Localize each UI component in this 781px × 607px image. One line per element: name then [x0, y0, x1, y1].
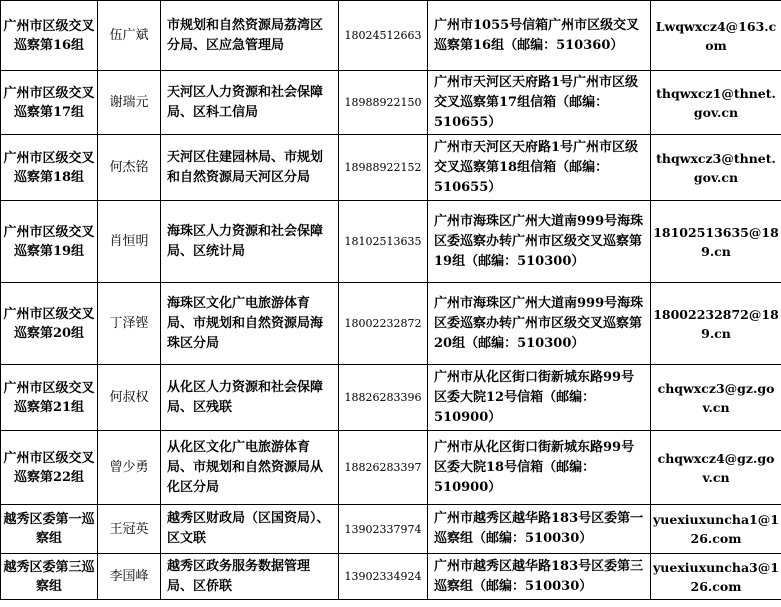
leader-name-cell: 丁泽铿 — [98, 283, 161, 365]
email-cell: chqwxcz3@gz.gov.cn — [651, 365, 781, 431]
table-row — [1, 201, 781, 283]
leader-name-cell: 曾少勇 — [98, 431, 161, 505]
address-cell: 广州市海珠区广州大道南999号海珠区委巡察办转广州市区级交叉巡察第20组（邮编：510300） — [428, 283, 651, 365]
address-cell: 广州市天河区天府路1号广州市区级交叉巡察第18组信箱（邮编：510655） — [428, 135, 651, 201]
email-cell: chqwxcz4@gz.gov.cn — [651, 431, 781, 505]
email-cell: Lwqwxcz4@163.com — [651, 1, 781, 71]
group-cell: 越秀区委第三巡察组 — [1, 554, 98, 600]
inspected-units-cell: 海珠区人力资源和社会保障局、区统计局 — [161, 201, 339, 283]
group-cell: 广州市区级交叉巡察第17组 — [1, 71, 98, 135]
inspected-units-cell: 越秀区财政局（区国资局）、区文联 — [161, 505, 339, 554]
email-cell: 18002232872@189.cn — [651, 283, 781, 365]
leader-name-cell: 谢瑞元 — [98, 71, 161, 135]
phone-cell: 18002232872 — [339, 283, 428, 365]
table-row — [1, 135, 781, 201]
leader-name-cell: 李国峰 — [98, 554, 161, 600]
group-cell: 广州市区级交叉巡察第22组 — [1, 431, 98, 505]
table-row — [1, 1, 781, 71]
table-row — [1, 431, 781, 505]
address-cell: 广州市天河区天府路1号广州市区级交叉巡察第17组信箱（邮编：510655） — [428, 71, 651, 135]
inspected-units-cell: 越秀区政务服务数据管理局、区侨联 — [161, 554, 339, 600]
address-cell: 广州市从化区街口街新城东路99号区委大院18号信箱（邮编：510900） — [428, 431, 651, 505]
table-row — [1, 283, 781, 365]
group-cell: 广州市区级交叉巡察第19组 — [1, 201, 98, 283]
email-cell: 18102513635@189.cn — [651, 201, 781, 283]
group-cell: 广州市区级交叉巡察第21组 — [1, 365, 98, 431]
group-cell: 广州市区级交叉巡察第16组 — [1, 1, 98, 71]
phone-cell: 18826283397 — [339, 431, 428, 505]
phone-cell: 13902337974 — [339, 505, 428, 554]
email-cell: yuexiuxuncha3@126.com — [651, 554, 781, 600]
email-cell: thqwxcz3@thnet.gov.cn — [651, 135, 781, 201]
leader-name-cell: 何叔权 — [98, 365, 161, 431]
address-cell: 广州市从化区街口街新城东路99号区委大院12号信箱（邮编：510900） — [428, 365, 651, 431]
phone-cell: 13902334924 — [339, 554, 428, 600]
phone-cell: 18024512663 — [339, 1, 428, 71]
table-row — [1, 71, 781, 135]
email-cell: yuexiuxuncha1@126.com — [651, 505, 781, 554]
table-row — [1, 365, 781, 431]
leader-name-cell: 肖恒明 — [98, 201, 161, 283]
inspected-units-cell: 天河区人力资源和社会保障局、区科工信局 — [161, 71, 339, 135]
leader-name-cell: 王冠英 — [98, 505, 161, 554]
inspected-units-cell: 从化区文化广电旅游体育局、市规划和自然资源局从化区分局 — [161, 431, 339, 505]
inspected-units-cell: 市规划和自然资源局荔湾区分局、区应急管理局 — [161, 1, 339, 71]
table-row — [1, 554, 781, 600]
phone-cell: 18988922152 — [339, 135, 428, 201]
address-cell: 广州市1055号信箱广州市区级交叉巡察第16组（邮编：510360） — [428, 1, 651, 71]
inspected-units-cell: 海珠区文化广电旅游体育局、市规划和自然资源局海珠区分局 — [161, 283, 339, 365]
table-row — [1, 505, 781, 554]
leader-name-cell: 伍广斌 — [98, 1, 161, 71]
phone-cell: 18988922150 — [339, 71, 428, 135]
email-cell: thqwxcz1@thnet.gov.cn — [651, 71, 781, 135]
inspected-units-cell: 从化区人力资源和社会保障局、区残联 — [161, 365, 339, 431]
phone-cell: 18826283396 — [339, 365, 428, 431]
table-body — [1, 1, 781, 600]
leader-name-cell: 何杰铭 — [98, 135, 161, 201]
address-cell: 广州市越秀区越华路183号区委第一巡察组（邮编：510030） — [428, 505, 651, 554]
group-cell: 广州市区级交叉巡察第18组 — [1, 135, 98, 201]
group-cell: 广州市区级交叉巡察第20组 — [1, 283, 98, 365]
group-cell: 越秀区委第一巡察组 — [1, 505, 98, 554]
address-cell: 广州市越秀区越华路183号区委第三巡察组（邮编：510030） — [428, 554, 651, 600]
phone-cell: 18102513635 — [339, 201, 428, 283]
address-cell: 广州市海珠区广州大道南999号海珠区委巡察办转广州市区级交叉巡察第19组（邮编：510300） — [428, 201, 651, 283]
inspected-units-cell: 天河区住建园林局、市规划和自然资源局天河区分局 — [161, 135, 339, 201]
